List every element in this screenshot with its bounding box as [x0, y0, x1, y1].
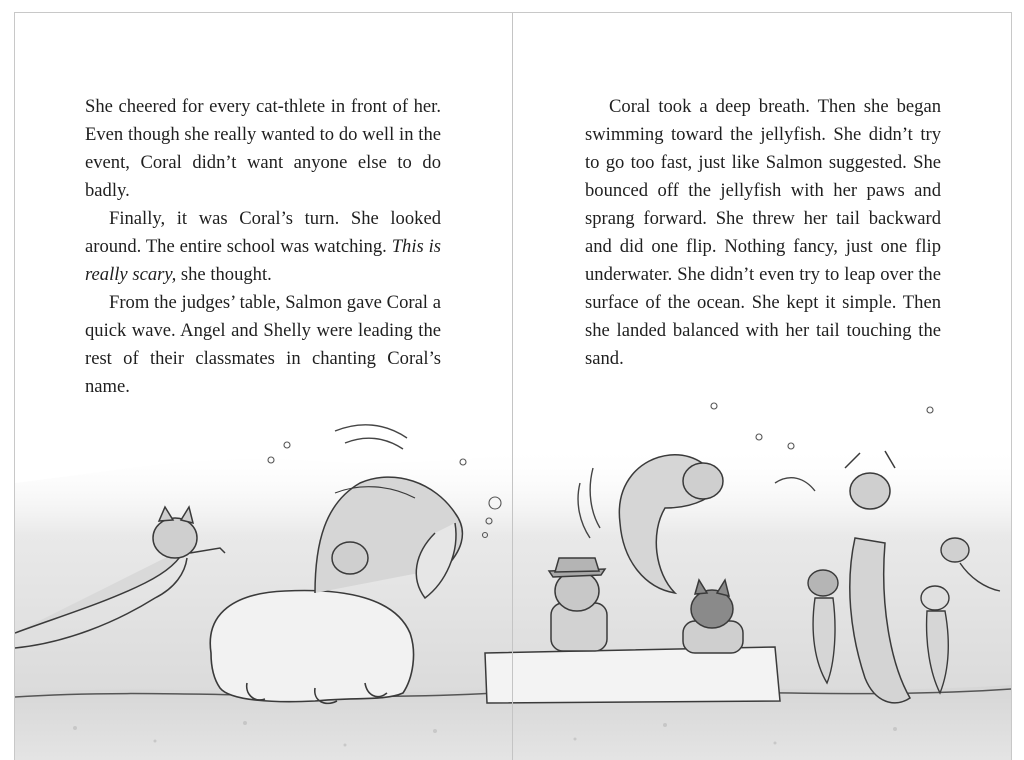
paragraph-tail: she thought. [176, 264, 272, 285]
paragraph: From the judges’ table, Salmon gave Coral a quick wave. Angel and Shelly were leading the rest of their classmates in chanting Coral’s name. [85, 292, 441, 397]
left-page-text [85, 93, 441, 401]
paragraph-text: Finally, it was Coral’s turn. She looked around. The entire school was watching. [85, 208, 441, 257]
book-spread [14, 12, 1012, 760]
paragraph [85, 205, 441, 289]
left-page [15, 13, 512, 760]
right-page-text [585, 93, 941, 373]
right-page [513, 13, 1010, 760]
paragraph: Coral took a deep breath. Then she began swimming toward the jellyfish. She didn’t try to go too fast, just like Salmon suggested. She bounced off the jellyfish with her paws and sprang forward. She threw her tail backward and did one flip. Nothing fancy, just one flip underwater. She didn’t even try to leap over the surface of the ocean. She kept it simple. Then she landed balanced with her tail touching the sand. [585, 96, 941, 369]
paragraph: She cheered for every cat-thlete in front of her. Even though she really wanted to do well in the event, Coral didn’t want anyone else to do badly. [85, 96, 441, 201]
italic-thought: This is really scary, [85, 236, 442, 285]
